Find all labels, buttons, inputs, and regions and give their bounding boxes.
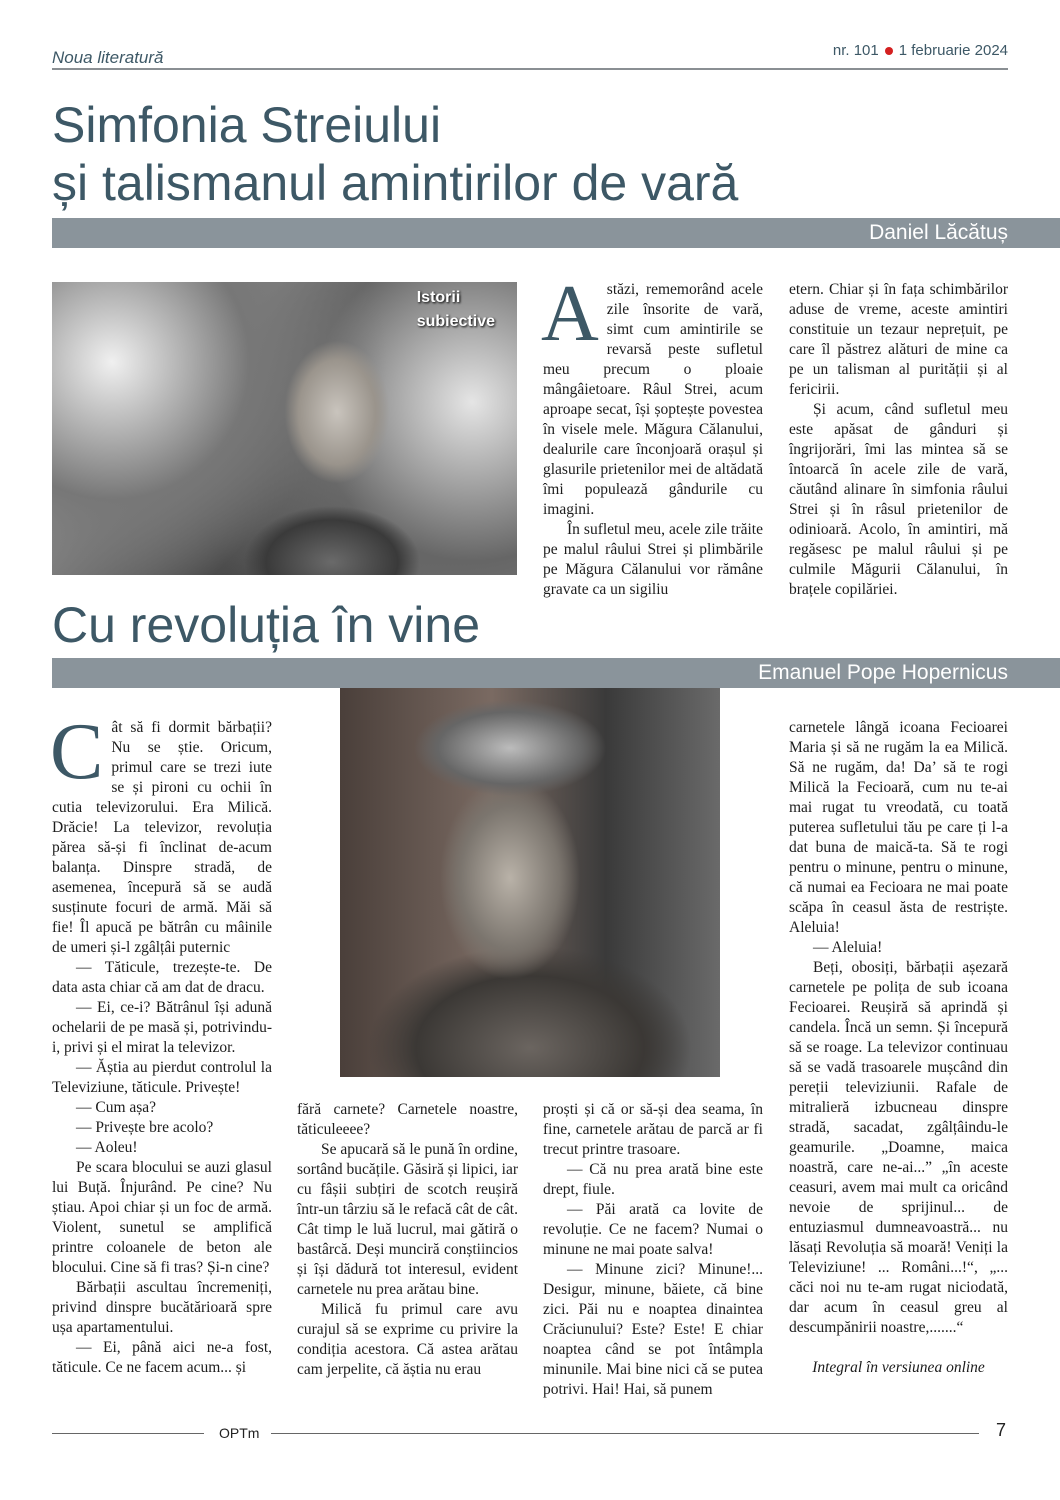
paragraph: proști și că or să-și dea seama, în fine, carnetele arătau de parcă ar fi trecut printre trasoare. bbox=[543, 1101, 763, 1158]
article2-column-2 bbox=[297, 1100, 518, 1380]
article1-author: Daniel Lăcătuș bbox=[869, 221, 1008, 244]
paragraph: Și acum, când sufletul meu este apăsat de gânduri și îngrijorări, îmi las mintea să se întoarcă în acele zile de vară, căutând alinare în simfonia râului Strei și în râsul prietenilor de odinioară. Acolo, în amintiri, mă regăsesc pe malul râului și pe culmile Măgurii Călanului, în brațele copilăriei. bbox=[789, 401, 1008, 598]
article2-author: Emanuel Pope Hopernicus bbox=[758, 661, 1008, 684]
drop-cap: C bbox=[50, 708, 104, 796]
paragraph bbox=[541, 270, 763, 520]
paragraph: — Privește bre acolo? bbox=[76, 1119, 214, 1136]
issue-info bbox=[833, 42, 1008, 59]
paragraph: — Tăticule, trezește-te. De data asta chiar că am dat de dracu. bbox=[52, 959, 272, 996]
paragraph: — Ei, ce-i? Bătrânul își adună ochelarii de pe masă și, potrivindu-i, privi și el mirat la televizor. bbox=[52, 999, 272, 1056]
article1-title-line2: și talismanul amintirilor de vară bbox=[52, 155, 739, 211]
publication-name: OPTm bbox=[219, 1425, 260, 1441]
footer-rule-right bbox=[271, 1433, 979, 1434]
paragraph: — Aleluia! bbox=[813, 939, 883, 956]
article2-column-4 bbox=[789, 718, 1008, 1378]
paragraph: — Aoleu! bbox=[76, 1139, 138, 1156]
author-photo bbox=[52, 282, 517, 575]
issue-date: 1 februarie 2024 bbox=[898, 42, 1008, 59]
issue-number: nr. 101 bbox=[832, 42, 879, 59]
paragraph: Bărbații ascultau încremeniți, privind dinspre bucătărioară spre ușa apartamentului. bbox=[52, 1279, 272, 1336]
online-version-link[interactable]: Integral în versiunea online bbox=[812, 1359, 985, 1376]
paragraph: fără carnete? Carnetele noastre, tăticuleeee? bbox=[297, 1101, 518, 1138]
paragraph: Se apucară să le pună în ordine, sortând bucățile. Găsiră și lipici, iar cu fâșii subțiri de scotch reușiră într-un târziu să le refacă cât de cât. Cât timp le luă lucrul, mai gătiră o bastârcă. Deși munciră conștiincios și își dădură tot interesul, evident carnetele nu prea arătau bine. bbox=[297, 1141, 518, 1298]
bullet-dot-icon bbox=[885, 47, 893, 55]
author-photo bbox=[340, 688, 720, 1077]
paragraph: În sufletul meu, acele zile trăite pe malul râului Strei și plimbările pe Măgura Călanului vor rămâne gravate ca un sigiliu bbox=[543, 521, 763, 598]
paragraph-text: stăzi, rememorând acele zile însorite de vară, simt cum amintirile se revarsă peste sufletul meu precum o ploaie mângâietoare. Râul Strei, acum aproape secat, își șoptește povestea în visele mele. Măgura Călanului, dealurile care înconjoară orașul și glasurile prietenilor mei de altădată îmi populează gândurile cu imagini. bbox=[543, 281, 763, 518]
article1-column-1 bbox=[541, 270, 763, 600]
drop-cap: A bbox=[541, 270, 599, 358]
paragraph: Pe scara blocului se auzi glasul lui Buță. Înjurând. Pe cine? Nu știau. Apoi chiar și un foc de armă. Violent, sunetul se amplifică printre coloanele de beton ale blocului. Cine să fi tras? Și-n cine? bbox=[52, 1159, 272, 1276]
paragraph: — Că nu prea arată bine este drept, fiule. bbox=[543, 1161, 763, 1198]
article2-title: Cu revoluția în vine bbox=[52, 597, 481, 653]
paragraph bbox=[50, 708, 272, 958]
article1-title-line1: Simfonia Streiului bbox=[52, 97, 442, 153]
section-name: Noua literatură bbox=[52, 48, 164, 67]
paragraph: etern. Chiar și în fața schimbărilor aduse de vreme, aceste amintiri constituie un tezaur neprețuit, pe care îl păstrez alături de mine ca pe un talisman al purității și al fericirii. bbox=[789, 281, 1008, 398]
article1-column-2 bbox=[789, 280, 1008, 600]
paragraph: — Minune zici? Minune!... Desigur, minune, băiete, că bine zici. Păi nu e noaptea dinaintea Crăciunului? Este? Este! E chiar noaptea când se pot întâmpla minunile. Mai bine nici că se putea potrivi. Hai! Hai, să punem bbox=[543, 1261, 763, 1398]
overlay-line: Istorii bbox=[416, 289, 461, 306]
paragraph: — Ei, până aici ne-a fost, tăticule. Ce ne facem acum... și bbox=[52, 1339, 272, 1376]
article2-column-1 bbox=[50, 708, 272, 1378]
author-bar bbox=[52, 218, 1060, 248]
paragraph-text: ât să fi dormit bărbații? Nu se știe. Oricum, primul care se trezi iute se și pironi cu ochii în cutia televizorului. Era Milică. Drăcie! La televizor, revoluția părea să-și fi înclinat de-acum balanța. Dinspre stradă, de asemenea, începură să se audă susținute focuri de armă. Măi să fie! Îl apucă pe bătrân cu mâinile de umeri și-l zgâlțâi puternic bbox=[52, 719, 272, 956]
author-bar bbox=[52, 658, 1060, 688]
paragraph: — Ăștia au pierdut controlul la Televiziune, tăticule. Privește! bbox=[52, 1059, 272, 1096]
article2-column-3 bbox=[543, 1100, 763, 1400]
paragraph: — Cum așa? bbox=[76, 1099, 157, 1116]
photo-overlay-caption bbox=[417, 286, 495, 334]
article1-title bbox=[52, 96, 738, 212]
overlay-line: subiective bbox=[416, 313, 495, 330]
page-number: 7 bbox=[996, 1420, 1007, 1440]
header-rule bbox=[52, 68, 1008, 70]
footer-rule-left bbox=[52, 1433, 204, 1434]
paragraph: carnetele lângă icoana Fecioarei Maria și să ne rugăm la ea Milică. Să ne rugăm, da! Da’ să te rogi Milică la Fecioară, cum nu te-ai mai rugat tu vreodată, cu toată puterea sufletului tău pe care ți l-a dat buna de maică-ta. Să te rogi pentru o minune, pentru o minune, că numai ea Fecioara ne mai poate scăpa în ceasul ăsta de restriște. Aleluia! bbox=[789, 719, 1008, 936]
paragraph: Milică fu primul care avu curajul să se exprime cu privire la condiția acestora. Că astea arătau cam jerpelite, că ăștia nu erau bbox=[297, 1301, 518, 1378]
paragraph: — Păi arată ca lovite de revoluție. Ce ne facem? Numai o minune ne mai poate salva! bbox=[543, 1201, 763, 1258]
paragraph: Beți, obosiți, bărbații așezară carnetele pe polița de sub icoana Fecioarei. Reușiră să aprindă și candela. Încă un semn. Și începură să se roage. La televizor continuau să se vadă trasoarele mușcând din pereții televiziunii. Rafale de mitralieră izbucneau dinspre stradă, sacadat, zgâlțâindu-le geamurile. „Doamne, maica noastră, care ne-ai...” „în aceste ceasuri, avem mai mult ca oricând nevoie de sprijinul... de entuziasmul dumneavoastră... nu lăsați Revoluția să moară! Veniți la Televiziune! ... Români...!“, „... căci noi nu te-am rugat niciodată, dar acum în ceasul greu al descumpănirii noastre,.......“ bbox=[789, 959, 1008, 1336]
